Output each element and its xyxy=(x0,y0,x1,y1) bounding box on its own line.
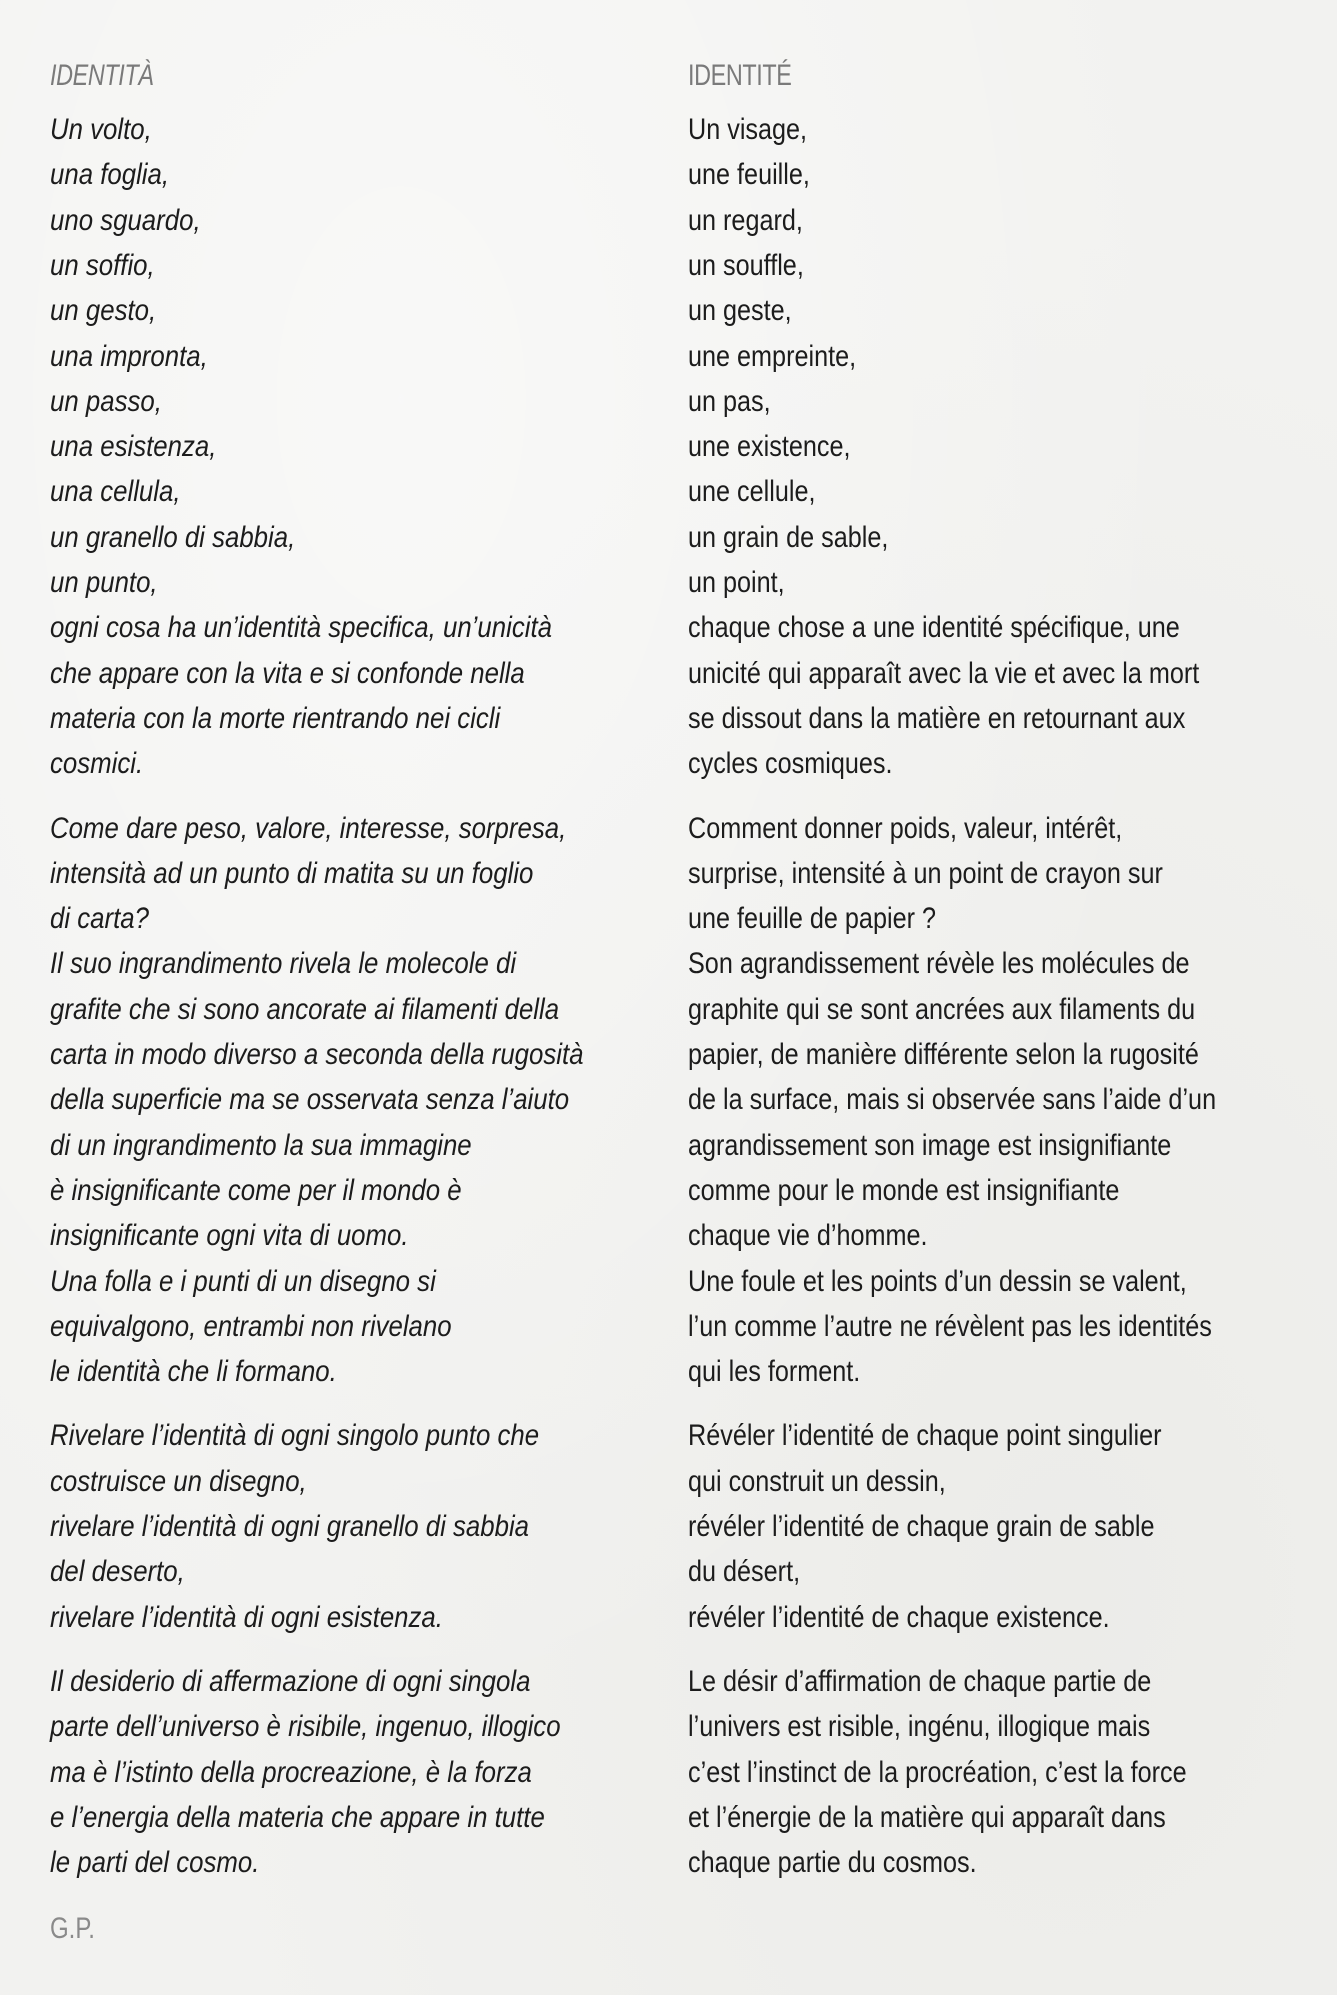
french-text-line: une existence, xyxy=(688,430,851,464)
italian-text-line: rivelare l’identità di ogni granello di sabbia xyxy=(50,1510,530,1543)
french-text-line: chaque vie d’homme. xyxy=(688,1219,928,1253)
italian-text-line: cosmici. xyxy=(50,747,144,781)
french-text-line: et l’énergie de la matière qui apparaît dans xyxy=(688,1800,1166,1834)
french-text-line: révéler l’identité de chaque existence. xyxy=(688,1600,1110,1634)
french-title: IDENTITÉ xyxy=(688,59,792,92)
french-text-line: c’est l’instinct de la procréation, c’est la force xyxy=(688,1755,1187,1789)
italian-text-line: grafite che si sono ancorate ai filamenti della xyxy=(50,992,560,1026)
italian-title: IDENTITÀ xyxy=(50,59,154,92)
french-text-line: qui construit un dessin, xyxy=(688,1464,946,1498)
italian-text-line: Un volto, xyxy=(50,113,152,146)
italian-text-line: una cellula, xyxy=(50,475,181,509)
french-text-line: agrandissement son image est insignifiante xyxy=(688,1128,1172,1162)
french-column xyxy=(688,0,1328,1995)
italian-text-line: che appare con la vita e si confonde nella xyxy=(50,656,525,690)
italian-text-line: costruisce un disegno, xyxy=(50,1464,307,1498)
italian-text-line: della superficie ma se osservata senza l’aiuto xyxy=(50,1083,570,1117)
italian-text-line: un gesto, xyxy=(50,294,157,328)
french-text-line: un pas, xyxy=(688,384,771,418)
french-text-line: chaque partie du cosmos. xyxy=(688,1846,977,1880)
italian-text-line: ma è l’istinto della procreazione, è la forza xyxy=(50,1755,532,1789)
french-text-line: Comment donner poids, valeur, intérêt, xyxy=(688,811,1123,845)
french-text-line: l’univers est risible, ingénu, illogique mais xyxy=(688,1710,1151,1744)
italian-text-line: un soffio, xyxy=(50,248,155,282)
italian-text-line: intensità ad un punto di matita su un foglio xyxy=(50,856,534,890)
italian-text-line: uno sguardo, xyxy=(50,203,201,237)
italian-text-line: è insignificante come per il mondo è xyxy=(50,1173,462,1207)
italian-text-line: di carta? xyxy=(50,902,149,936)
french-text-line: Une foule et les points d’un dessin se valent, xyxy=(688,1264,1187,1298)
french-text-line: révéler l’identité de chaque grain de sable xyxy=(688,1510,1155,1543)
french-text-line: cycles cosmiques. xyxy=(688,747,893,781)
italian-text-line: ogni cosa ha un’identità specifica, un’unicità xyxy=(50,611,552,645)
french-text-line: unicité qui apparaît avec la vie et avec la mort xyxy=(688,656,1200,690)
italian-text-line: una foglia, xyxy=(50,158,170,192)
french-text-line: papier, de manière différente selon la rugosité xyxy=(688,1038,1199,1071)
italian-text-line: le identità che li formano. xyxy=(50,1355,337,1389)
italian-text-line: una esistenza, xyxy=(50,430,217,464)
italian-column xyxy=(50,0,690,1995)
french-text-line: un grain de sable, xyxy=(688,520,889,554)
italian-text-line: un punto, xyxy=(50,566,158,599)
french-text-line: Révéler l’identité de chaque point singulier xyxy=(688,1419,1162,1453)
italian-text-line: parte dell’universo è risibile, ingenuo, illogico xyxy=(50,1710,561,1744)
italian-text-line: una impronta, xyxy=(50,339,208,373)
french-text-line: graphite qui se sont ancrées aux filaments du xyxy=(688,992,1196,1026)
french-text-line: surprise, intensité à un point de crayon sur xyxy=(688,856,1163,890)
french-text-line: une cellule, xyxy=(688,475,816,509)
italian-text-line: del deserto, xyxy=(50,1555,185,1589)
italian-text-line: un passo, xyxy=(50,384,162,418)
italian-text-line: insignificante ogni vita di uomo. xyxy=(50,1219,409,1253)
italian-text-line: Il desiderio di affermazione di ogni singola xyxy=(50,1664,531,1698)
french-text-line: du désert, xyxy=(688,1555,801,1589)
french-text-line: Le désir d’affirmation de chaque partie de xyxy=(688,1664,1152,1698)
italian-text-line: un granello di sabbia, xyxy=(50,520,296,554)
french-text-line: une empreinte, xyxy=(688,339,857,373)
italian-text-line: Una folla e i punti di un disegno si xyxy=(50,1264,436,1298)
french-text-line: comme pour le monde est insignifiante xyxy=(688,1173,1120,1207)
italian-text-line: e l’energia della materia che appare in tutte xyxy=(50,1800,545,1834)
italian-text-line: di un ingrandimento la sua immagine xyxy=(50,1128,472,1162)
french-text-line: un point, xyxy=(688,566,785,599)
italian-text-line: Come dare peso, valore, interesse, sorpresa, xyxy=(50,811,567,845)
french-text-line: Son agrandissement révèle les molécules de xyxy=(688,947,1190,981)
italian-text-line: rivelare l’identità di ogni esistenza. xyxy=(50,1600,443,1634)
italian-text-line: materia con la morte rientrando nei cicli xyxy=(50,701,501,735)
french-text-line: un geste, xyxy=(688,294,792,328)
french-text-line: un regard, xyxy=(688,203,803,237)
french-text-line: une feuille de papier ? xyxy=(688,902,936,936)
french-text-line: se dissout dans la matière en retournant aux xyxy=(688,701,1186,735)
italian-text-line: Il suo ingrandimento rivela le molecole di xyxy=(50,947,517,981)
italian-text-line: Rivelare l’identità di ogni singolo punto che xyxy=(50,1419,540,1453)
french-text-line: un souffle, xyxy=(688,248,804,282)
french-text-line: une feuille, xyxy=(688,158,810,192)
french-text-line: Un visage, xyxy=(688,113,808,146)
french-text-line: de la surface, mais si observée sans l’aide d’un xyxy=(688,1083,1217,1117)
french-text-line: chaque chose a une identité spécifique, une xyxy=(688,611,1180,645)
signature: G.P. xyxy=(50,1912,95,1945)
italian-text-line: carta in modo diverso a seconda della rugosità xyxy=(50,1038,584,1071)
french-text-line: l’un comme l’autre ne révèlent pas les identités xyxy=(688,1309,1212,1343)
italian-text-line: le parti del cosmo. xyxy=(50,1846,260,1880)
italian-text-line: equivalgono, entrambi non rivelano xyxy=(50,1309,452,1343)
french-text-line: qui les forment. xyxy=(688,1355,861,1389)
